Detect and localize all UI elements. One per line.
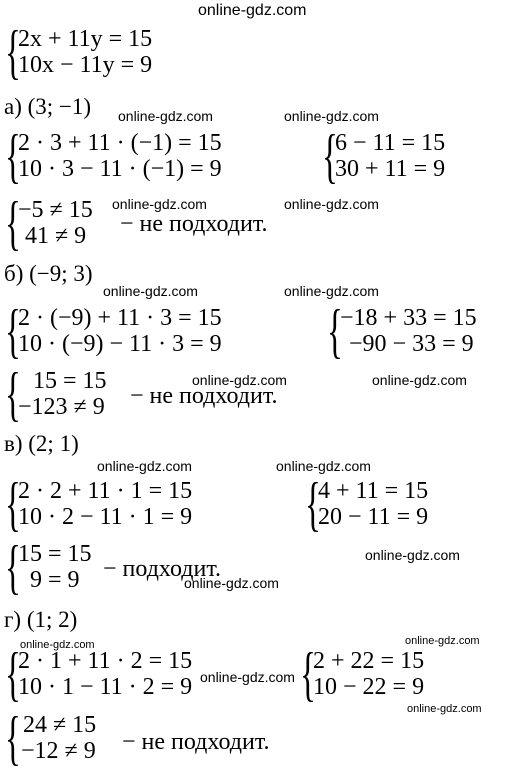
equation-line: 2 · 2 + 11 · 1 = 15 — [18, 478, 193, 504]
brace: { — [300, 641, 316, 707]
brace: { — [305, 471, 321, 537]
part-label: б) (−9; 3) — [4, 261, 93, 286]
equation-line: 9 = 9 — [30, 567, 80, 593]
verdict: − не подходит. — [130, 383, 278, 409]
watermark: online-gdz.com — [365, 547, 460, 563]
watermark: online-gdz.com — [20, 639, 95, 651]
equation-line: 2x + 11y = 15 — [18, 26, 153, 52]
brace: { — [322, 123, 338, 189]
equation-line: 2 · (−9) + 11 · 3 = 15 — [18, 305, 222, 331]
equation-line: 10x − 11y = 9 — [18, 52, 153, 78]
watermark: online-gdz.com — [407, 703, 482, 715]
brace: { — [5, 705, 21, 771]
equation-line: 30 + 11 = 9 — [335, 156, 446, 182]
watermark: online-gdz.com — [118, 108, 213, 124]
equation-line: 2 · 3 + 11 · (−1) = 15 — [18, 130, 222, 156]
brace: { — [5, 361, 21, 427]
watermark: online-gdz.com — [184, 575, 279, 591]
brace: { — [5, 641, 21, 707]
watermark: online-gdz.com — [284, 196, 379, 212]
equation-line: 6 − 11 = 15 — [335, 130, 446, 156]
brace: { — [5, 123, 21, 189]
equation-line: 2 · 1 + 11 · 2 = 15 — [18, 648, 193, 674]
equation-line: 10 · 1 − 11 · 2 = 9 — [18, 674, 193, 700]
equation-line: −123 ≠ 9 — [18, 394, 105, 420]
equation-line: 10 · (−9) − 11 · 3 = 9 — [18, 331, 222, 357]
equation-line: −18 + 33 = 15 — [340, 305, 477, 331]
verdict: − не подходит. — [120, 211, 268, 237]
watermark: online-gdz.com — [112, 196, 207, 212]
watermark: online-gdz.com — [276, 458, 371, 474]
equation-line: 10 · 2 − 11 · 1 = 9 — [18, 504, 193, 530]
equation-line: −5 ≠ 15 — [18, 197, 93, 223]
part-label: г) (1; 2) — [4, 607, 78, 632]
verdict: − не подходит. — [122, 729, 270, 755]
equation-line: 10 · 3 − 11 · (−1) = 9 — [18, 156, 222, 182]
equation-line: 4 + 11 = 15 — [318, 478, 429, 504]
equation-line: 15 = 15 — [33, 368, 107, 394]
brace: { — [5, 190, 21, 256]
brace: { — [5, 471, 21, 537]
watermark: online-gdz.com — [284, 283, 379, 299]
brace: { — [5, 534, 21, 600]
brace: { — [5, 298, 21, 364]
watermark: online-gdz.com — [200, 669, 295, 685]
watermark: online-gdz.com — [405, 635, 480, 647]
equation-line: −90 − 33 = 9 — [349, 331, 474, 357]
brace: { — [327, 298, 343, 364]
equation-line: 2 + 22 = 15 — [313, 648, 425, 674]
equation-line: 20 − 11 = 9 — [318, 504, 429, 530]
watermark: online-gdz.com — [103, 283, 198, 299]
watermark: online-gdz.com — [284, 108, 379, 124]
watermark: online-gdz.com — [372, 372, 467, 388]
equation-line: 41 ≠ 9 — [25, 223, 87, 249]
equation-line: 10 − 22 = 9 — [313, 674, 425, 700]
brace: { — [5, 19, 21, 85]
equation-line: −12 ≠ 9 — [21, 738, 96, 764]
part-label: в) (2; 1) — [4, 431, 79, 456]
equation-line: 24 ≠ 15 — [23, 712, 97, 738]
equation-line: 15 = 15 — [18, 541, 92, 567]
part-label: а) (3; −1) — [4, 94, 92, 119]
verdict: − подходит. — [103, 556, 222, 582]
watermark: online-gdz.com — [192, 372, 287, 388]
watermark: online-gdz.com — [97, 458, 192, 474]
watermark: online-gdz.com — [198, 2, 307, 19]
